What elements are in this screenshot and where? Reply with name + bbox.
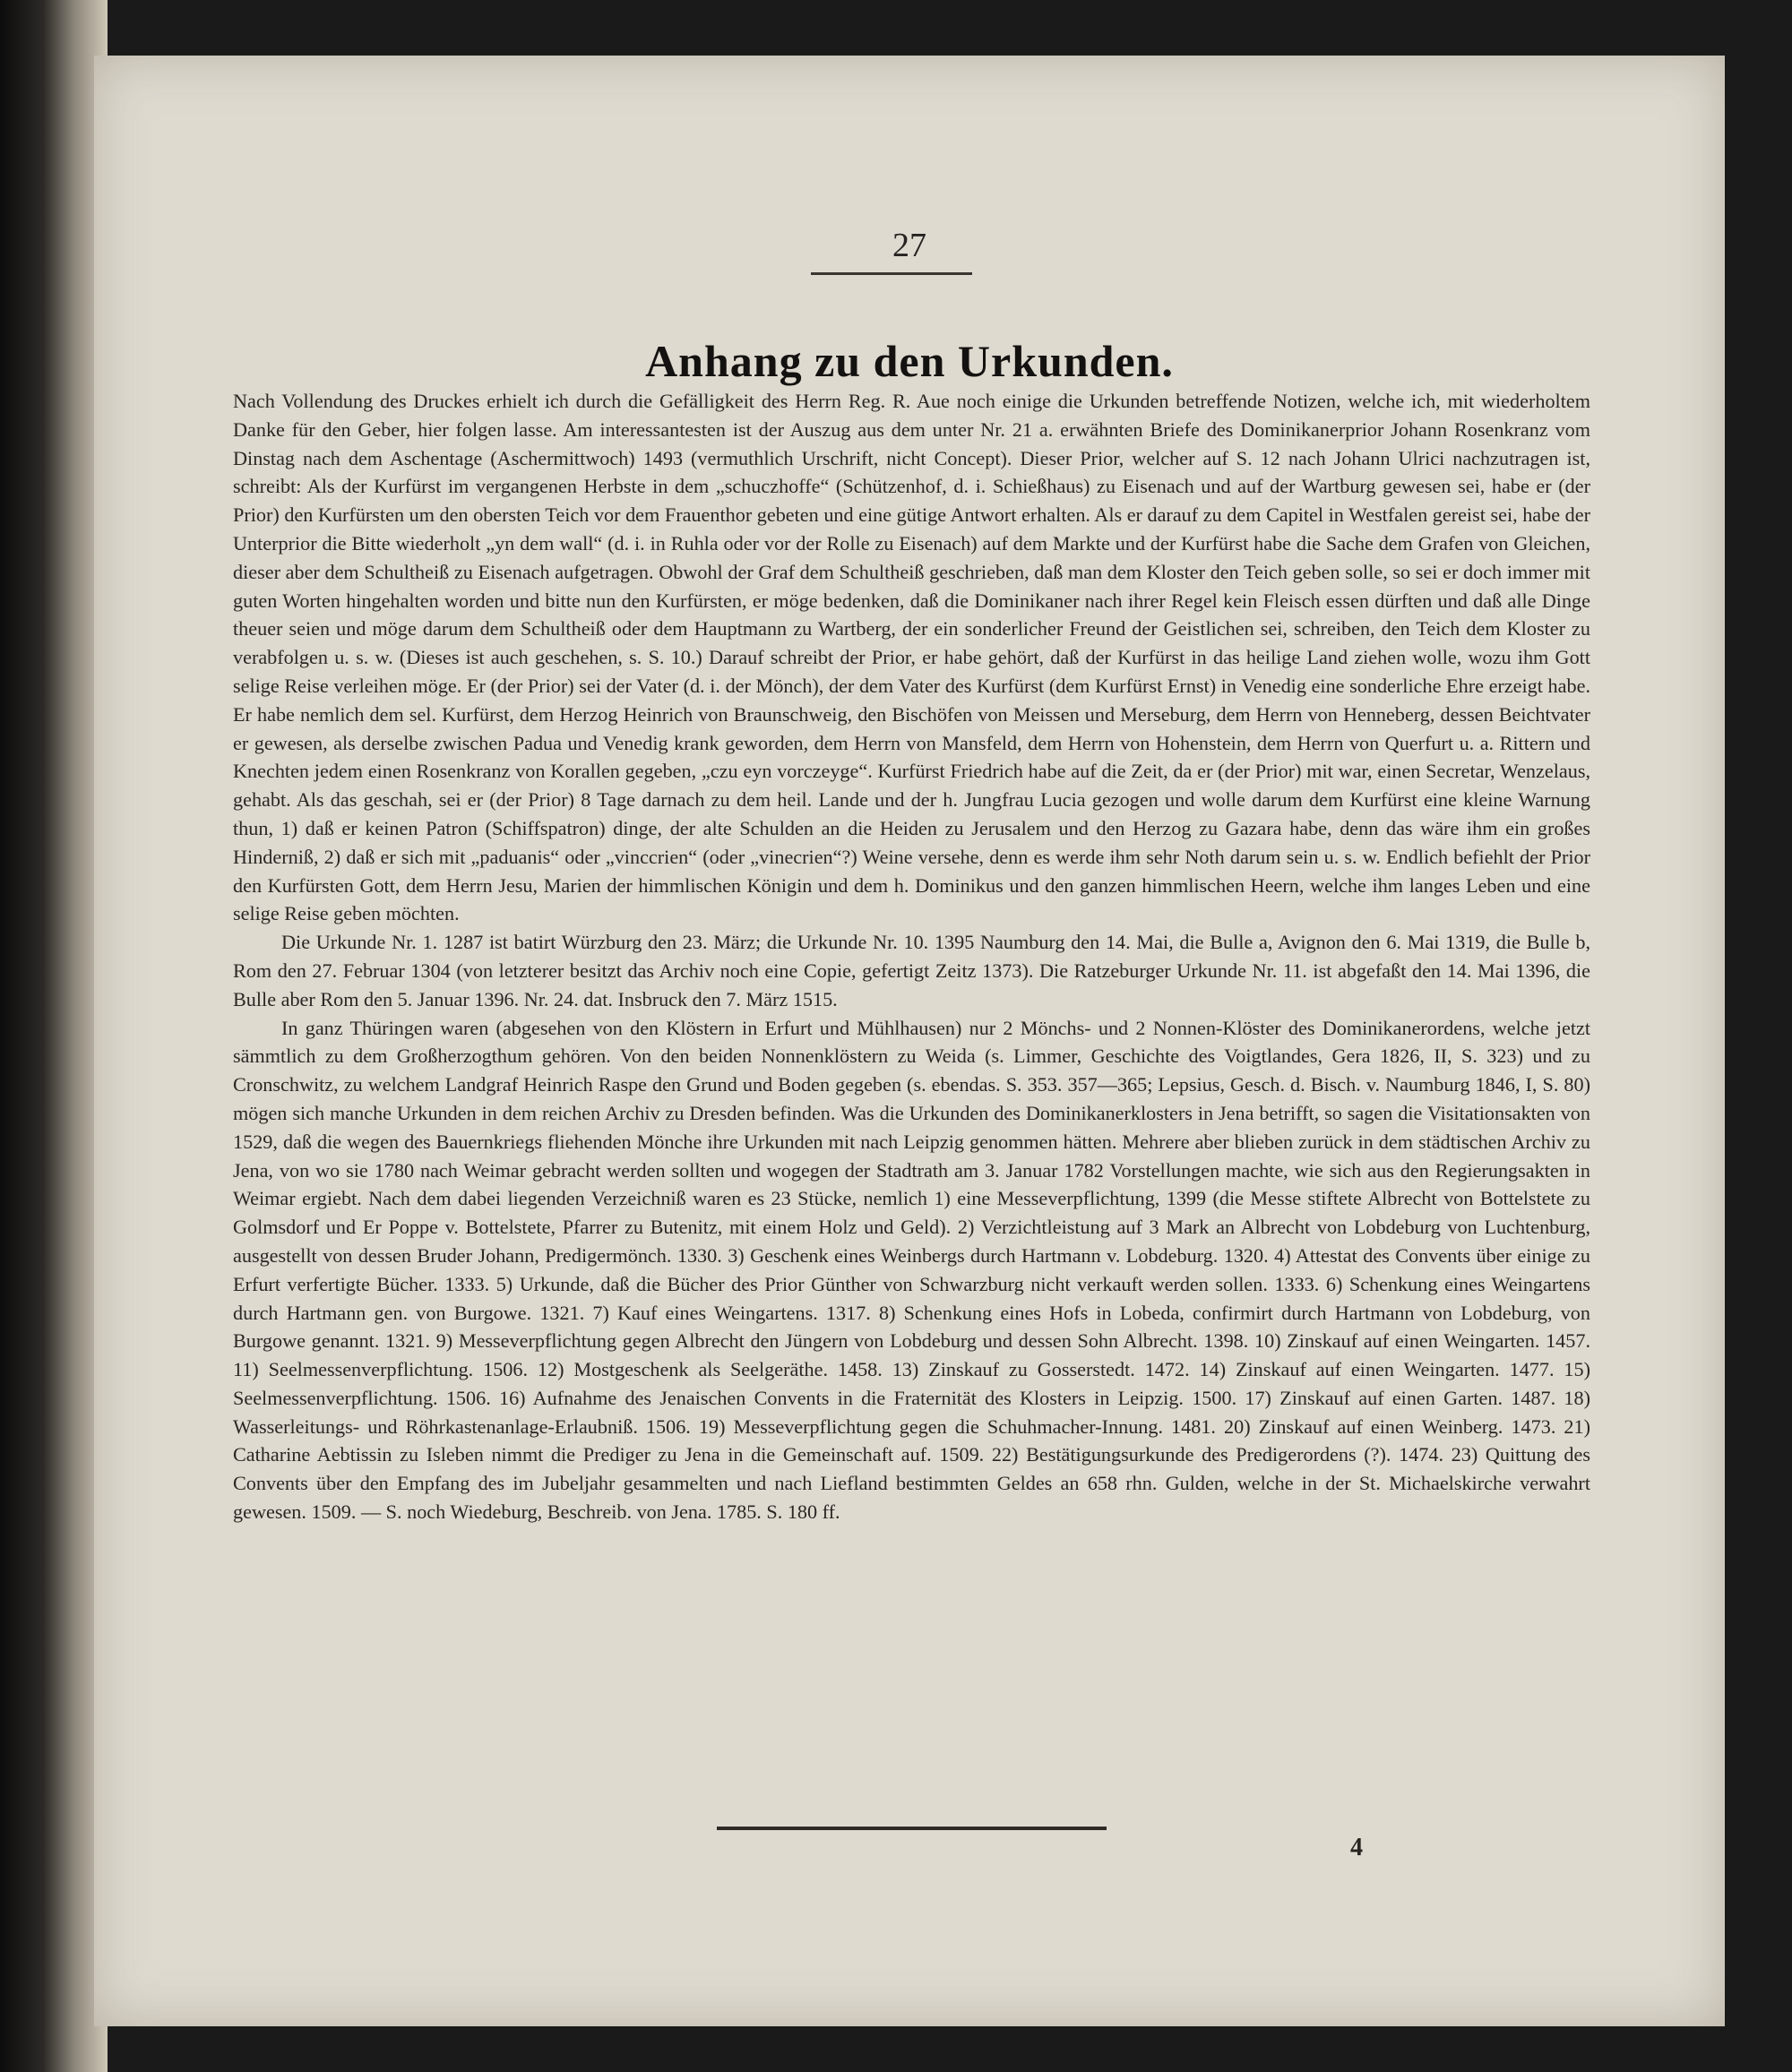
paragraph: Die Urkunde Nr. 1. 1287 ist batirt Würzburg den 23. März; die Urkunde Nr. 10. 1395 Naumburg den 14. Mai, die Bulle a, Avignon den 6. Mai 1319, die Bulle b, Rom den 27. Februar 1304 (von letzterer besitzt das Archiv noch eine Copie, gefertigt Zeitz 1373). Die Ratzeburger Urkunde Nr. 11. ist abgefaßt den 14. Mai 1396, die Bulle aber Rom den 5. Januar 1396. Nr. 24. dat. Insbruck den 7. März 1515. [233, 931, 1590, 1010]
header-rule [811, 272, 972, 275]
paragraph: Nach Vollendung des Druckes erhielt ich durch die Gefälligkeit des Herrn Reg. R. Aue noch einige die Urkunden betreffende Notizen, welche ich, mit wiederholtem Danke für den Geber, hier folgen lasse. Am interessantesten ist der Auszug aus dem unter Nr. 21 a. erwähnten Briefe des Dominikanerprior Johann Rosenkranz vom Dinstag nach dem Aschentage (Aschermittwoch) 1493 (vermuthlich Urschrift, nicht Concept). Dieser Prior, welcher auf S. 12 nach Johann Ulrici nachzutragen ist, schreibt: Als der Kurfürst im vergangenen Herbste in dem „schuczhoffe“ (Schützenhof, d. i. Schießhaus) zu Eisenach und auf der Wartburg gewesen sei, habe er (der Prior) den Kurfürsten um den obersten Teich vor dem Frauenthor gebeten und eine gütige Antwort erhalten. Als er darauf zu dem Capitel in Westfalen gereist sei, habe der Unterprior die Bitte wiederholt „yn dem wall“ (d. i. in Ruhla oder vor der Rolle zu Eisenach) auf dem Markte und der Kurfürst habe die Sache dem Grafen von Gleichen, dieser aber dem Schultheiß zu Eisenach aufgetragen. Obwohl der Graf dem Schultheiß geschrieben, daß man dem Kloster den Teich geben solle, so sei er doch immer mit guten Worten hingehalten worden und bitte nun den Kurfürsten, er möge bedenken, daß die Dominikaner nach ihrer Regel kein Fleisch essen dürften und daß alle Dinge theuer seien und möge darum dem Schultheiß oder dem Hauptmann zu Wartberg, der ein sonderlicher Freund der Geistlichen sei, schreiben, den Teich dem Kloster zu verabfolgen u. s. w. (Dieses ist auch geschehen, s. S. 10.) Darauf schreibt der Prior, er habe gehört, daß der Kurfürst in das heilige Land ziehen wolle, wozu ihm Gott selige Reise verleihen möge. Er (der Prior) sei der Vater (d. i. der Mönch), der dem Vater des Kurfürst (dem Kurfürst Ernst) in Venedig eine sonderliche Ehre erzeigt habe. Er habe nemlich dem sel. Kurfürst, dem Herzog Heinrich von Braunschweig, den Bischöfen von Meissen und Merseburg, dem Herrn von Henneberg, dessen Beichtvater er gewesen, als derselbe zwischen Padua und Venedig krank geworden, dem Herrn von Mansfeld, dem Herrn von Hohenstein, dem Herrn von Querfurt u. a. Rittern und Knechten jedem einen Rosenkranz von Korallen gegeben, „czu eyn vorczeyge“. Kurfürst Friedrich habe auf die Zeit, da er (der Prior) mit war, einen Secretar, Wenzelaus, gehabt. Als das geschah, sei er (der Prior) 8 Tage darnach zu dem heil. Lande und der h. Jungfrau Lucia gezogen und wolle darum dem Kurfürst eine kleine Warnung thun, 1) daß er keinen Patron (Schiffspatron) dinge, der alte Schulden an die Heiden zu Jerusalem und den Herzog zu Gazara habe, denn das wäre ihm ein großes Hinderniß, 2) daß er sich mit „paduanis“ oder „vinccrien“ (oder „vinecrien“?) Weine versehe, denn es werde ihm sehr Noth darum sein u. s. w. Endlich befiehlt der Prior den Kurfürsten Gott, dem Herrn Jesu, Marien der himmlischen Königin und dem h. Dominikus und den ganzen himmlischen Heern, welche ihm langes Leben und eine selige Reise geben möchten. [233, 390, 1590, 925]
document-page [94, 56, 1725, 2026]
paragraph: In ganz Thüringen waren (abgesehen von den Klöstern in Erfurt und Mühlhausen) nur 2 Mönchs- und 2 Nonnen-Klöster des Dominikanerordens, welche jetzt sämmtlich zu dem Großherzogthum gehören. Von den beiden Nonnenklöstern zu Weida (s. Limmer, Geschichte des Voigtlandes, Gera 1826, II, S. 323) und zu Cronschwitz, zu welchem Landgraf Heinrich Raspe den Grund und Boden gegeben (s. ebendas. S. 353. 357—365; Lepsius, Gesch. d. Bisch. v. Naumburg 1846, I, S. 80) mögen sich manche Urkunden in dem reichen Archiv zu Dresden befinden. Was die Urkunden des Dominikanerklosters in Jena betrifft, so sagen die Visitationsakten von 1529, daß die wegen des Bauernkriegs fliehenden Mönche ihre Urkunden mit nach Leipzig genommen hätten. Mehrere aber blieben zurück in dem städtischen Archiv zu Jena, von wo sie 1780 nach Weimar gebracht werden sollten und wogegen der Stadtrath am 3. Januar 1782 Vorstellungen machte, wie sich aus den Regierungsakten in Weimar ergiebt. Nach dem dabei liegenden Verzeichniß waren es 23 Stücke, nemlich 1) eine Messeverpflichtung, 1399 (die Messe stiftete Albrecht von Bottelstete zu Golmsdorf und Er Poppe v. Bottelstete, Pfarrer zu Butenitz, mit einem Holz und Geld). 2) Verzichtleistung auf 3 Mark an Albrecht von Lobdeburg von Luchtenburg, ausgestellt von dessen Bruder Johann, Predigermönch. 1330. 3) Geschenk eines Weinbergs durch Hartmann v. Lobdeburg. 1320. 4) Attestat des Convents über einige zu Erfurt verfertigte Bücher. 1333. 5) Urkunde, daß die Bücher des Prior Günther von Schwarzburg nicht verkauft werden sollen. 1333. 6) Schenkung eines Weingartens durch Hartmann gen. von Burgowe. 1321. 7) Kauf eines Weingartens. 1317. 8) Schenkung eines Hofs in Lobeda, confirmirt durch Hartmann von Lobdeburg, von Burgowe genannt. 1321. 9) Messeverpflichtung gegen Albrecht den Jüngern von Lobdeburg und dessen Sohn Albrecht. 1398. 10) Zinskauf auf einen Weingarten. 1457. 11) Seelmessenverpflichtung. 1506. 12) Mostgeschenk als Seelgeräthe. 1458. 13) Zinskauf zu Gosserstedt. 1472. 14) Zinskauf auf einen Weingarten. 1477. 15) Seelmessenverpflichtung. 1506. 16) Aufnahme des Jenaischen Convents in die Fraternität des Klosters in Leipzig. 1500. 17) Zinskauf auf einen Garten. 1487. 18) Wasserleitungs- und Röhrkastenanlage-Erlaubniß. 1506. 19) Messeverpflichtung gegen die Schuhmacher-Innung. 1481. 20) Zinskauf auf einen Weinberg. 1473. 21) Catharine Aebtissin zu Isleben nimmt die Prediger zu Jena in die Gemeinschaft auf. 1509. 22) Bestätigungsurkunde des Predigerordens (?). 1474. 23) Quittung des Convents über den Empfang des im Jubeljahr gesammelten und nach Liefland bestimmten Geldes an 658 rhn. Gulden, welche in der St. Michaelskirche verwahrt gewesen. 1509. — S. noch Wiedeburg, Beschreib. von Jena. 1785. S. 180 ff. [233, 1016, 1590, 1524]
page-number: 27 [892, 227, 926, 264]
book-gutter [0, 0, 108, 2072]
footer-rule [717, 1827, 1107, 1830]
body-text [233, 387, 1590, 1820]
signature-mark: 4 [1350, 1834, 1363, 1861]
page-title: Anhang zu den Urkunden. [645, 336, 1174, 386]
